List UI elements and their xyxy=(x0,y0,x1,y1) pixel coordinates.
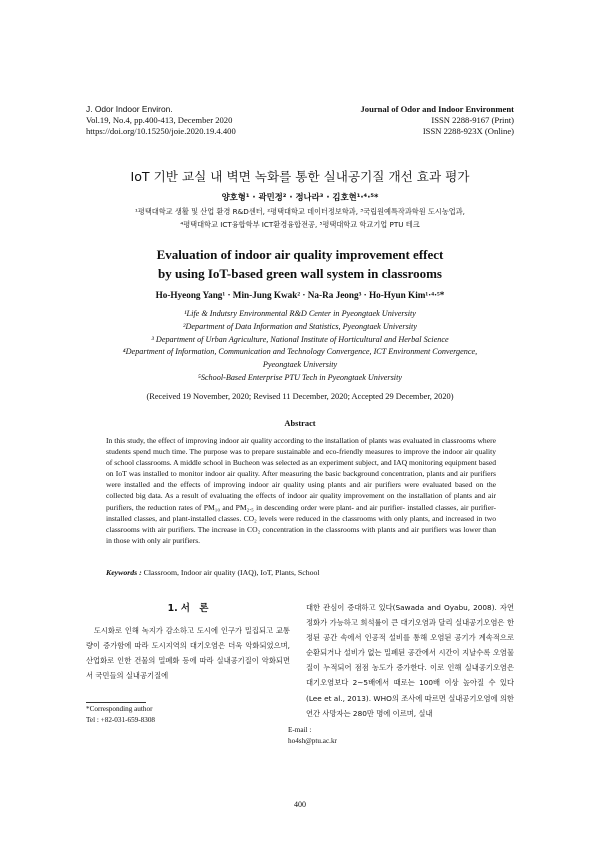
journal-header-left xyxy=(86,104,236,138)
volume-info: Vol.19, No.4, pp.400-413, December 2020 xyxy=(86,115,233,126)
contact-row xyxy=(86,715,337,745)
title-en-line: by using IoT-based green wall system in classrooms xyxy=(158,265,442,281)
page-number: 400 xyxy=(294,800,306,809)
affiliation-en-line: ¹Life & Indutsry Environmental R&D Center in Pyeongtaek University xyxy=(184,309,416,318)
left-column xyxy=(86,600,290,683)
email-address[interactable]: E-mail : ho4sh@ptu.ac.kr xyxy=(288,726,337,745)
affiliation-en-line: ⁴Department of Information, Communication and Technology Convergence, ICT Environment Convergence, xyxy=(122,347,478,357)
affiliations-english xyxy=(80,308,520,385)
title-korean: IoT 기반 교실 내 벽면 녹화를 통한 실내공기질 개선 효과 평가 xyxy=(130,169,470,184)
telephone: Tel : +82-031-659-8308 xyxy=(86,715,156,724)
journal-full-name: Journal of Odor and Indoor Environment xyxy=(360,104,514,114)
left-column-paragraph: 도시화로 인해 녹지가 감소하고 도시에 인구가 밀집되고 교통량이 증가함에 따라 도시지역의 대기오염은 더욱 악화되었으며, 산업화로 인한 건물의 밀폐화 등에 따라 실내공기질이 악화되면서 국민들의 실내공기질에 xyxy=(86,626,290,681)
affiliation-kr-line: ¹평택대학교 생활 및 산업 환경 R&D센터, ²평택대학교 데이터정보학과, ³국립원예특작과학원 도시농업과, xyxy=(135,207,465,216)
journal-header-right xyxy=(360,104,514,138)
affiliation-en-line: ²Department of Data Information and Statistics, Pyeongtaek University xyxy=(183,321,417,331)
abstract-heading: Abstract xyxy=(284,419,316,428)
doi-link[interactable]: https://doi.org/10.15250/joie.2020.19.4.400 xyxy=(86,126,236,137)
footnote xyxy=(86,704,337,745)
title-en-line: Evaluation of indoor air quality improvement effect xyxy=(156,247,444,262)
journal-short-name: J. Odor Indoor Environ. xyxy=(86,104,173,114)
affiliation-en-line: ³ Department of Urban Agriculture, National Institute of Horticultural and Herbal Science xyxy=(151,334,449,344)
right-column-paragraph: 대한 관심이 증대하고 있다(Sawada and Oyabu, 2008). 자연정화가 가능하고 희석률이 큰 대기오염과 달리 실내공기오염은 한정된 공간 속에서 인공적 설비를 통해 오염된 공기가 계속적으로 순환되거나 설비가 없는 밀폐된 공간에서 시간이 지날수록 오염물질이 누적되어 점점 농도가 증가한다. 이로 인해 실내공기오염은 대기오염보다 2~5배에서 때로는 100배 이상 높아질 수 있다(Lee et al., 2013). WHO의 조사에 따르면 실내공기오염에 의한 연간 사망자는 280만 명에 이르며, 실내 xyxy=(306,603,514,718)
affiliation-kr-line: ⁴평택대학교 ICT융합학부 ICT환경융합전공, ⁵평택대학교 학교기업 PTU 테크 xyxy=(180,219,420,229)
authors-korean: 양호형¹ · 곽민정² · 정나라³ · 김호현¹·⁴·⁵* xyxy=(221,192,379,202)
right-column xyxy=(306,600,514,721)
keywords-label: Keywords : xyxy=(106,568,142,577)
issn-online: ISSN 2288-923X (Online) xyxy=(422,126,514,137)
authors-english: Ho-Hyeong Yang¹ · Min-Jung Kwak² · Na-Ra Jeong³ · Ho-Hyun Kim¹·⁴·⁵* xyxy=(155,290,445,300)
keywords-text: Classroom, Indoor air quality (IAQ), IoT, Plants, School xyxy=(141,568,320,577)
section-title: 1. 서 론 xyxy=(167,603,209,614)
affiliations-korean xyxy=(60,206,540,231)
keywords xyxy=(106,568,496,577)
issn-print: ISSN 2288-9167 (Print) xyxy=(431,115,514,126)
affiliation-en-line: Pyeongtaek University xyxy=(262,360,338,370)
footnote-divider xyxy=(86,702,146,703)
received-dates: (Received 19 November, 2020; Revised 11 December, 2020; Accepted 29 December, 2020) xyxy=(146,392,454,401)
corresponding-author: *Corresponding author xyxy=(86,705,153,713)
title-english xyxy=(60,246,540,283)
abstract-text: In this study, the effect of improving indoor air quality according to the installation of plants was evaluated in classrooms where students spend much time. The purpose was to prepare sustainable and eco-friendly measures to improve the indoor air quality of school classrooms. A middle school in Bucheon was selected as an experiment subject, and IAQ monitoring equipment based on IoT was installed to monitor indoor air quality. After measuring the basic background concentration, plants and air purifiers were installed and the effects of improving indoor air quality using plants and air purifiers were evaluated based on the collected big data. As a result of evaluating the effects of indoor air quality improvement on the installation of plants and air purifiers, the reduction rates of PM₁₀ and PM₂.₅ in descending order were plant- and air purifier- installed classes, air purifier-installed classes, and plant-installed classes. CO₂ levels were reduced in the classrooms with only plants, and increased in two classrooms with air purifiers. The increase in CO₂ concentration in the classrooms with plants and air purifiers was lower than in those with only air purifiers. xyxy=(106,436,496,545)
affiliation-en-line: ⁵School-Based Enterprise PTU Tech in Pyeongtaek University xyxy=(197,372,402,382)
